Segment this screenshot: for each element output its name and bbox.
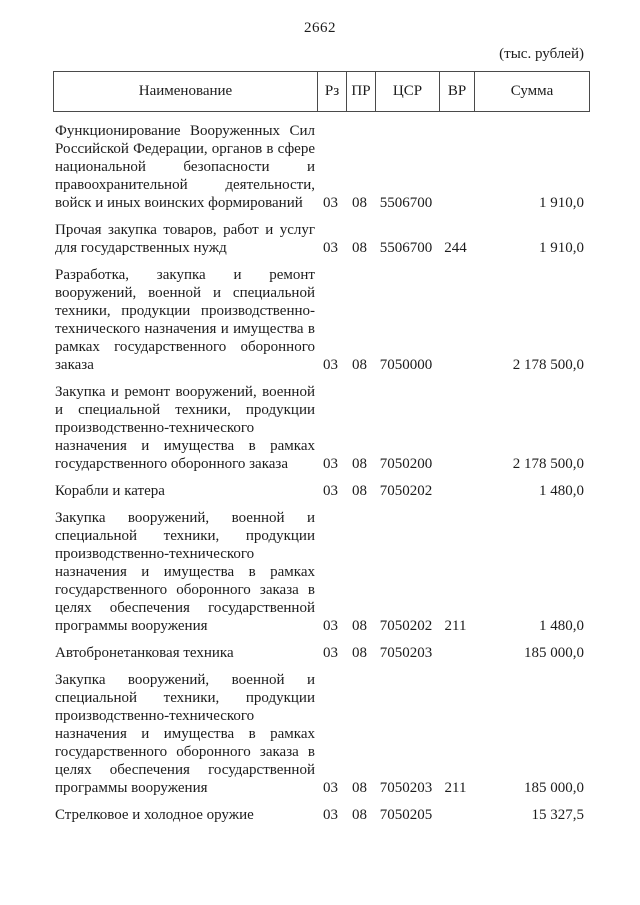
row-csr-cell: 7050203 [379, 780, 433, 796]
row-csr-cell: 5506700 [379, 240, 433, 256]
table-body [53, 112, 590, 824]
row-name-cell: Функционирование Вооруженных Сил Российской Федерации, органов в сфере национальной безопасности и правоохранительной деятельности, войск и иных воинских формирований [55, 123, 315, 211]
row-sum-cell: 185 000,0 [524, 780, 584, 796]
row-rz-cell: 03 [323, 456, 338, 472]
table-row [53, 482, 590, 500]
row-sum-cell: 1 480,0 [539, 618, 584, 634]
row-vr-cell: 211 [444, 780, 467, 796]
row-pr-cell: 08 [352, 195, 367, 211]
row-rz-cell: 03 [323, 483, 338, 499]
row-name-cell: Разработка, закупка и ремонт вооружений, военной и специальной техники, продукции производственно-технического назначения и имущества в рамках государственного оборонного заказа [55, 267, 315, 373]
table-row [53, 266, 590, 374]
header-sum: Сумма [474, 72, 589, 111]
header-name: Наименование [138, 83, 233, 99]
row-csr-cell: 5506700 [379, 195, 433, 211]
row-name-cell: Корабли и катера [55, 483, 165, 499]
row-csr-cell: 7050000 [379, 357, 433, 373]
row-sum-cell: 2 178 500,0 [512, 456, 584, 472]
row-rz-cell: 03 [323, 195, 338, 211]
row-rz-cell: 03 [323, 240, 338, 256]
row-csr-cell: 7050200 [379, 456, 433, 472]
table-row [53, 122, 590, 212]
row-rz-cell: 03 [323, 780, 338, 796]
row-name-cell: Закупка и ремонт вооружений, военной и специальной техники, продукции производственно-технического назначения и имущества в рамках государственного оборонного заказа [55, 384, 315, 472]
page-number: 2662 [304, 20, 336, 36]
header-rz: Рз [317, 72, 346, 111]
row-csr-cell: 7050202 [379, 618, 433, 634]
row-sum-cell: 1 910,0 [539, 240, 584, 256]
budget-table [53, 71, 590, 824]
row-vr-cell: 244 [444, 240, 467, 256]
table-header-row [53, 71, 590, 112]
table-row [53, 644, 590, 662]
row-name-cell: Стрелковое и холодное оружие [55, 807, 254, 823]
row-sum-cell: 1 480,0 [539, 483, 584, 499]
header-csr: ЦСР [375, 72, 439, 111]
row-sum-cell: 185 000,0 [524, 645, 584, 661]
row-csr-cell: 7050203 [379, 645, 433, 661]
row-name-cell: Закупка вооружений, военной и специальной техники, продукции производственно-технического назначения и имущества в рамках государственного оборонного заказа в целях обеспечения государственной программы вооружения [55, 672, 315, 796]
row-pr-cell: 08 [352, 780, 367, 796]
units-note: (тыс. рублей) [499, 46, 584, 62]
row-csr-cell: 7050202 [379, 483, 433, 499]
row-pr-cell: 08 [352, 483, 367, 499]
header-pr: ПР [346, 72, 375, 111]
row-sum-cell: 1 910,0 [539, 195, 584, 211]
row-rz-cell: 03 [323, 357, 338, 373]
table-row [53, 383, 590, 473]
row-sum-cell: 15 327,5 [531, 807, 584, 823]
row-pr-cell: 08 [352, 618, 367, 634]
row-rz-cell: 03 [323, 618, 338, 634]
row-name-cell: Прочая закупка товаров, работ и услуг для государственных нужд [55, 222, 315, 256]
row-pr-cell: 08 [352, 456, 367, 472]
row-rz-cell: 03 [323, 645, 338, 661]
row-pr-cell: 08 [352, 240, 367, 256]
row-name-cell: Автобронетанковая техника [55, 645, 234, 661]
row-pr-cell: 08 [352, 807, 367, 823]
table-row [53, 806, 590, 824]
table-row [53, 221, 590, 257]
table-row [53, 671, 590, 797]
row-name-cell: Закупка вооружений, военной и специальной техники, продукции производственно-технического назначения и имущества в рамках государственного оборонного заказа в целях обеспечения государственной программы вооружения [55, 510, 315, 634]
row-pr-cell: 08 [352, 357, 367, 373]
table-row [53, 509, 590, 635]
row-pr-cell: 08 [352, 645, 367, 661]
row-vr-cell: 211 [444, 618, 467, 634]
row-rz-cell: 03 [323, 807, 338, 823]
row-csr-cell: 7050205 [379, 807, 433, 823]
row-sum-cell: 2 178 500,0 [512, 357, 584, 373]
header-vr: ВР [439, 72, 474, 111]
